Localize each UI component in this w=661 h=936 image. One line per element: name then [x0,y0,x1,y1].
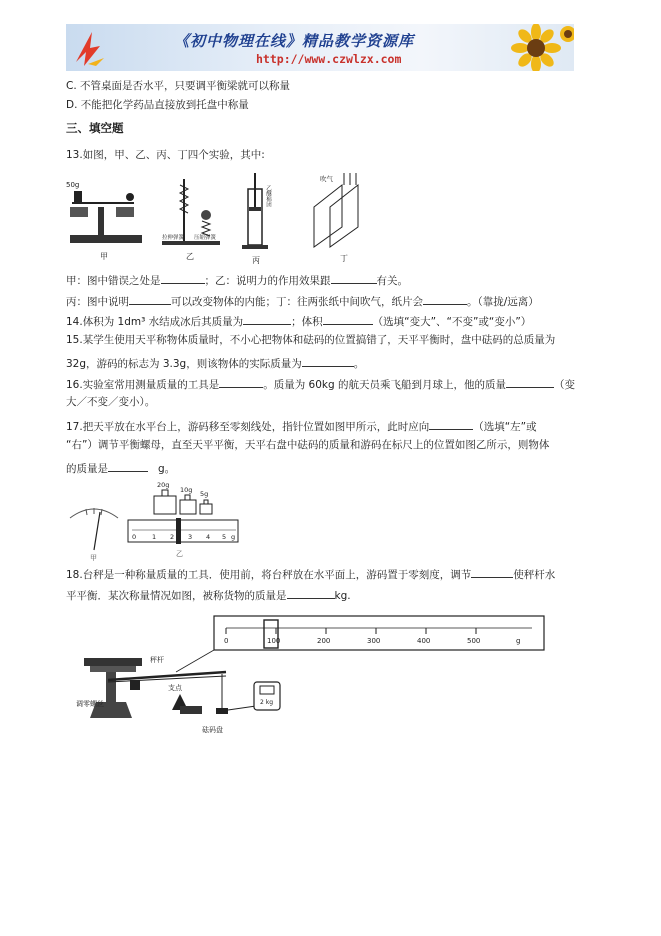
zero-screw-label: 调零螺丝 [76,700,104,708]
cylinder-diagram [242,173,272,265]
scale-tick-300: 300 [367,637,381,645]
q17-figure [64,478,244,562]
bing-caption: 丙 [252,256,260,265]
q17-line3: 的质量是 g。 [66,460,175,476]
jia-caption: 甲 [100,252,108,261]
q13-line2: 丙：图中说明 可以改变物体的内能；丁：往两张纸中间吹气，纸片会 。（靠拢/远离） [66,293,539,309]
ruler-tick-0: 0 [132,533,137,541]
q13-blank-3[interactable] [129,293,171,305]
q16-line2: 大／不变／变小）。 [66,396,156,408]
q18-line1: 18.台秤是一种称量质量的工具．使用前，将台秤放在水平面上，游码置于零刻度，调节 使秤杆水 [66,566,555,582]
option-c: C. 不管桌面是否水平，只要调平衡梁就可以称量 [66,80,291,92]
logo-icon [70,28,114,68]
q18-blank-1[interactable] [471,566,513,578]
ruler-tick-4: 4 [206,533,211,541]
scale-unit: g [516,637,521,645]
q13-stem: 13.如图，甲、乙、丙、丁四个实验，其中: [66,149,265,161]
weight-5g: 5g [200,490,209,498]
q14-text: 14.体积为 1dm³ 水结成冰后其质量为 ；体积 （选填“变大”、“不变”或“变小”） [66,313,531,329]
q14-blank-2[interactable] [323,313,373,325]
q13-blank-1[interactable] [161,272,205,284]
scale-tick-100: 100 [267,637,281,645]
q15-blank[interactable] [302,355,354,367]
rider [176,518,181,544]
q16-blank-1[interactable] [219,376,263,388]
weight-mass-label: 2 kg [260,699,274,706]
ruler-tick-1: 1 [152,533,157,541]
pointer-needle [94,512,100,550]
yi-caption: 乙 [186,252,194,261]
scale-zoom [214,616,544,650]
header-banner [66,24,574,71]
q17-yi-caption: 乙 [176,550,183,558]
q18-blank-2[interactable] [287,587,335,599]
sunflower-icon [506,24,574,71]
q18-figure [76,610,556,740]
q16-line1: 16.实验室常用测量质量的工具是 。质量为 60kg 的航天员乘飞船到月球上，他的质量 （变 [66,376,575,392]
weight-10g: 10g [180,486,193,494]
option-d: D. 不能把化学药品直接放到托盘中称量 [66,99,249,111]
q13-figure [64,171,384,265]
spring2-label: 压缩弹簧 [194,235,217,241]
blow-label: 吹气 [320,175,333,183]
q17-jia-caption: 甲 [90,554,97,562]
weight-label: 50g [66,181,80,189]
balance-diagram [66,181,142,261]
banner-title: 《初中物理在线》精品教学资源库 [174,32,415,50]
pointer-dial [70,508,118,562]
scale-tick-400: 400 [417,637,431,645]
q13-blank-2[interactable] [331,272,377,284]
paper-diagram [314,173,358,263]
banner-url: http://www.czwlzx.com [256,52,402,66]
ruler-tick-5: 5 [222,533,227,541]
platform-scale [76,655,226,718]
q14-blank-1[interactable] [243,313,291,325]
ruler-unit: g [231,533,236,541]
q16-blank-2[interactable] [506,376,554,388]
q17-line1: 17.把天平放在水平台上，游码移至零刻线处，指针位置如图甲所示，此时应向 （选填“左”或 [66,418,537,434]
q13-line1: 甲：图中错误之处是 ；乙：说明力的作用效果跟 有关。 [66,272,408,288]
weight-20g: 20g [157,481,170,489]
weight-pan-label: 砝码盘 [202,726,223,734]
q17-blank-1[interactable] [429,418,473,430]
scale-tick-0: 0 [224,637,229,645]
spring1-label: 拉伸弹簧 [162,235,185,241]
q15-line1: 15.某学生使用天平称物体质量时，不小心把物体和砝码的位置搞错了，天平平衡时，盘中砝码的总质量为 [66,334,556,346]
scale-tick-500: 500 [467,637,481,645]
bing-note: 乙醚棉团 [265,185,271,207]
section-title: 三、填空题 [66,121,124,135]
q18-line2: 平平衡．某次称量情况如图，被称货物的质量是 kg. [66,587,351,603]
q17-line2: “右”）调节平衡螺母，直至天平平衡，天平右盘中砝码的质量和游码在标尺上的位置如图乙所示，则物体 [66,439,550,451]
rider-ruler [128,518,238,558]
weights [154,481,212,514]
lever-label: 秤杆 [150,656,164,664]
weight-pan [202,674,280,734]
ruler-tick-2: 2 [170,533,175,541]
pivot-label: 支点 [168,684,182,692]
q15-line2: 32g，游码的标志为 3.3g，则该物体的实际质量为 。 [66,355,364,371]
spring-diagram [162,179,220,261]
q17-blank-2[interactable] [108,460,148,472]
ding-caption: 丁 [340,254,348,263]
scale-tick-200: 200 [317,637,331,645]
ruler-tick-3: 3 [188,533,193,541]
q13-blank-4[interactable] [423,293,467,305]
